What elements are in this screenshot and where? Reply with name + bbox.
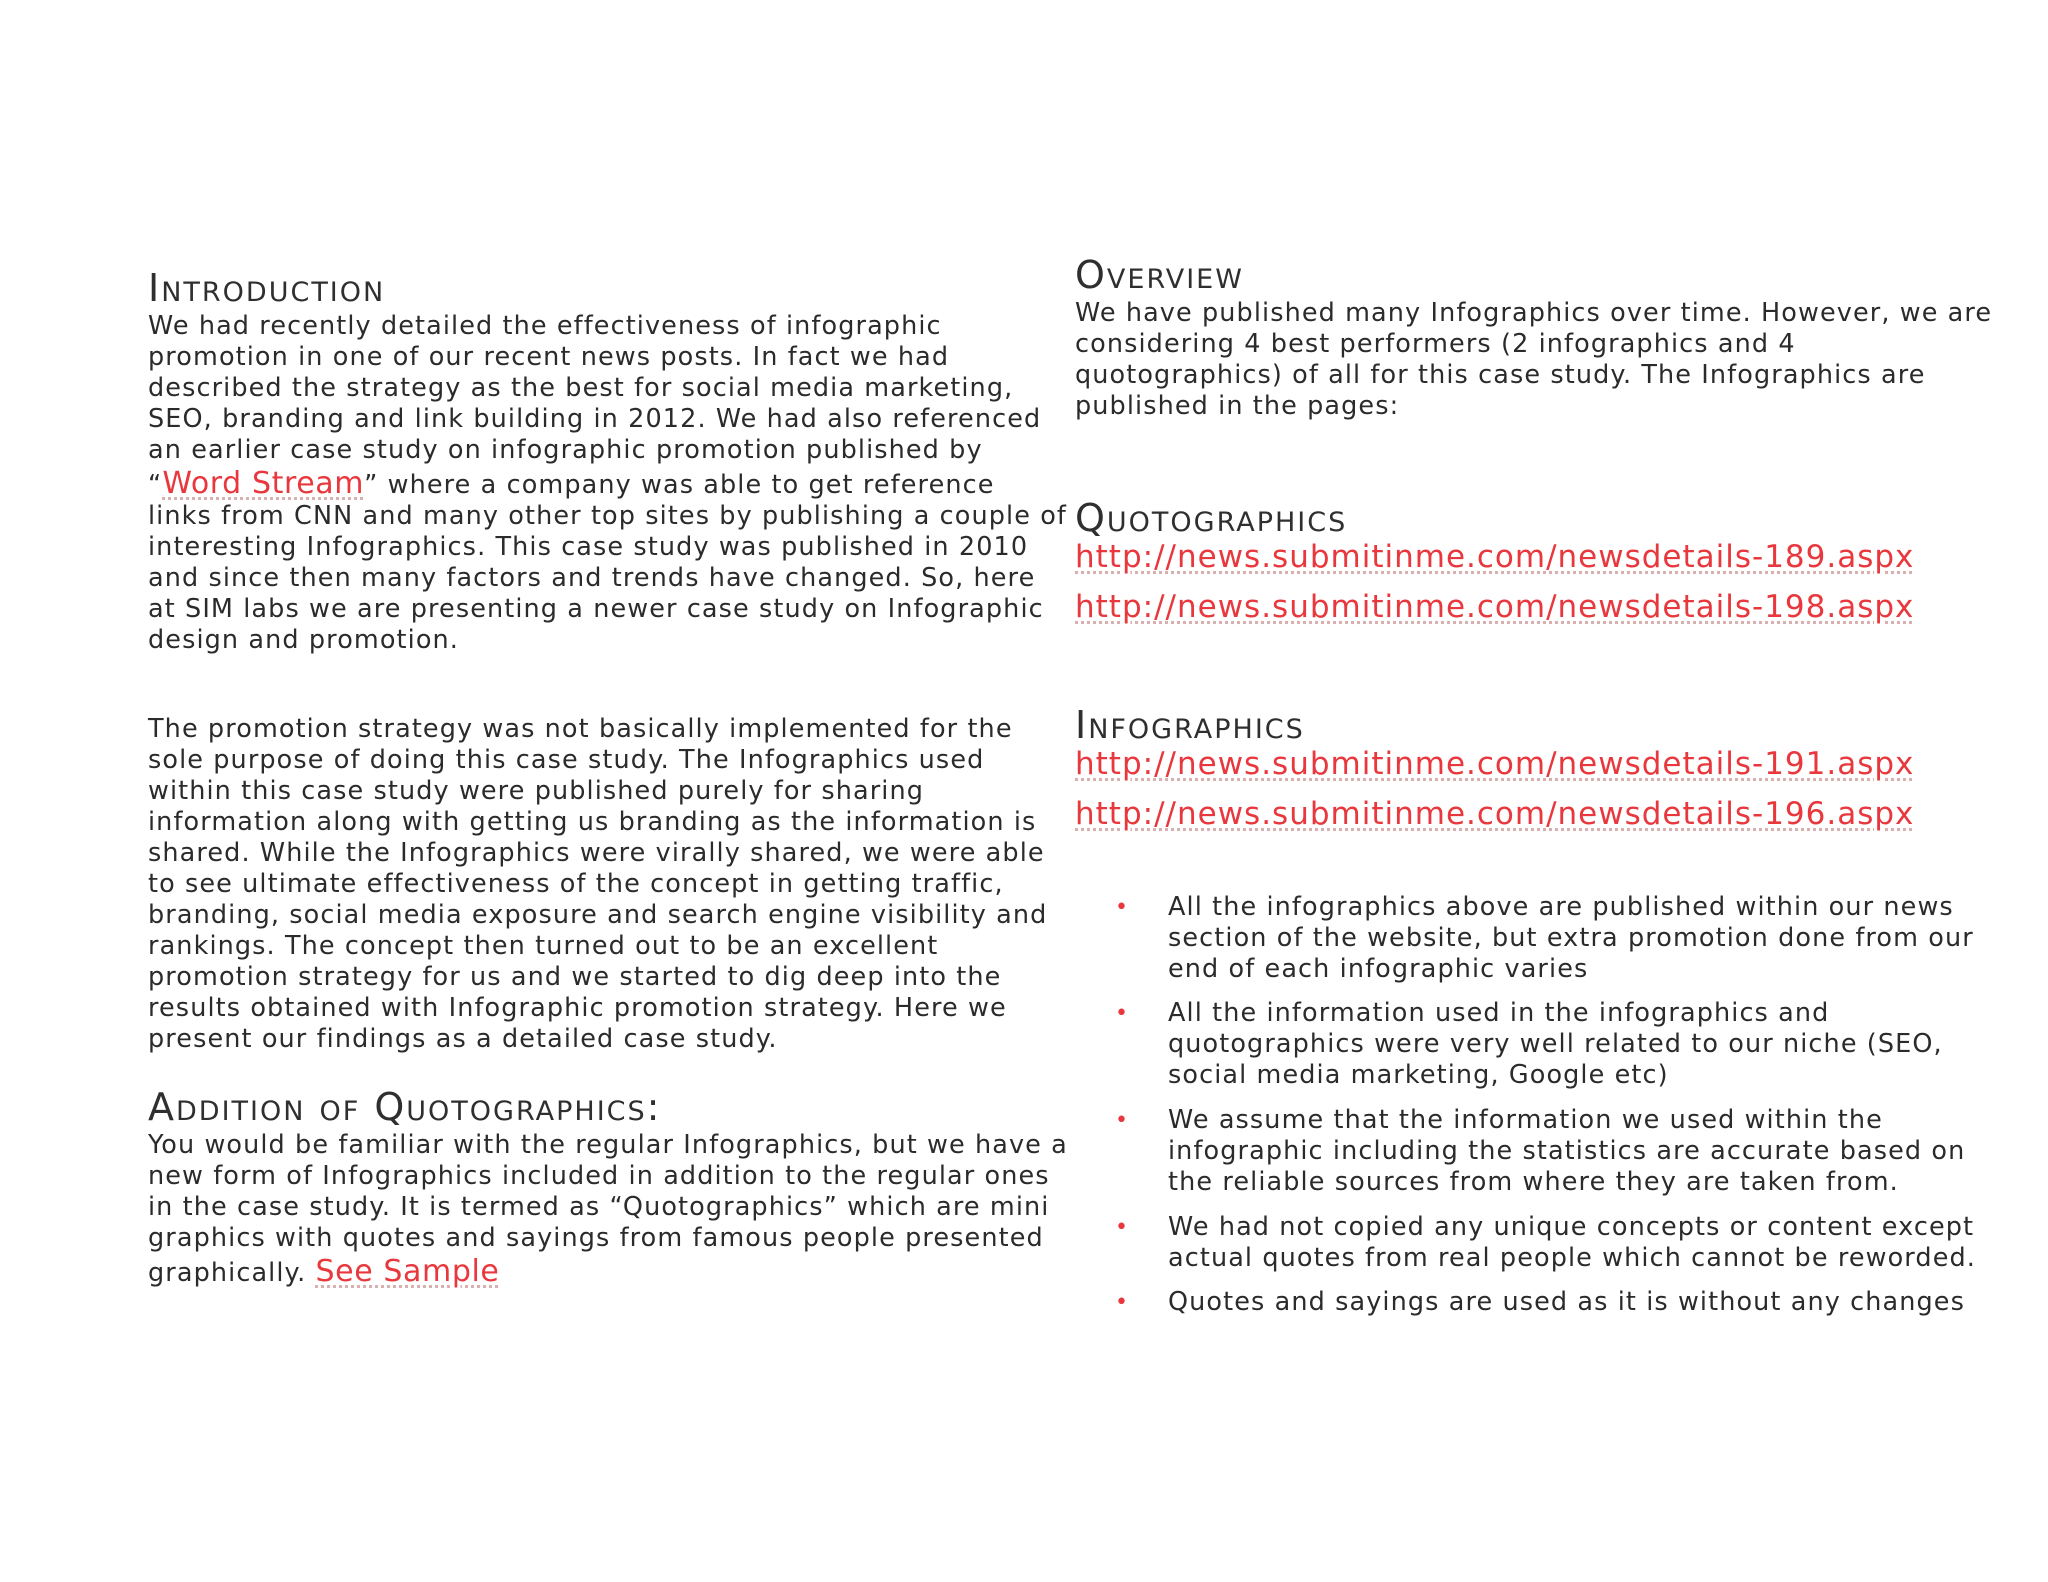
quote-open: “: [148, 470, 163, 500]
bullet-icon: •: [1115, 1108, 1130, 1133]
paragraph-line: sole purpose of doing this case study. The Infographics used: [148, 745, 985, 775]
paragraph-line: We have published many Infographics over time. However, we are: [1075, 298, 1993, 328]
bullet-icon: •: [1115, 1215, 1130, 1240]
paragraph-line: promotion strategy for us and we started to dig deep into the: [148, 962, 1002, 992]
bullet-line: infographic including the statistics are accurate based on: [1168, 1136, 1966, 1166]
paragraph-line: [148, 1254, 1068, 1290]
bullet-text: [1168, 998, 1943, 1091]
paragraph-line: within this case study were published purely for sharing: [148, 776, 925, 806]
paragraph-line: information along with getting us branding as the information is: [148, 807, 1037, 837]
paragraph-line: described the strategy as the best for social media marketing,: [148, 373, 1014, 403]
paragraph-line: graphics with quotes and sayings from famous people presented: [148, 1223, 1044, 1253]
addition-paragraph: [148, 1130, 1068, 1290]
infographics-link-1[interactable]: http://news.submitinme.com/newsdetails-191.aspx: [1075, 746, 1915, 782]
paragraph-line: results obtained with Infographic promotion strategy. Here we: [148, 993, 1007, 1023]
paragraph-line: quotographics) of all for this case study. The Infographics are: [1075, 360, 1926, 390]
paragraph-line: branding, social media exposure and search engine visibility and: [148, 900, 1048, 930]
bullet-line: All the infographics above are published within our news: [1168, 892, 1954, 922]
paragraph-line: You would be familiar with the regular Infographics, but we have a: [148, 1130, 1068, 1160]
bullet-text: [1168, 1105, 1965, 1198]
bullet-line: We assume that the information we used within the: [1168, 1105, 1883, 1135]
introduction-paragraph: [148, 311, 1067, 656]
link-line-rest: ” where a company was able to get reference: [364, 470, 995, 500]
bullet-line: the reliable sources from where they are taken from.: [1168, 1167, 1899, 1197]
paragraph-line: shared. While the Infographics were virally shared, we were able: [148, 838, 1045, 868]
overview-heading: Overview: [1075, 253, 1244, 297]
bullet-icon: •: [1115, 1290, 1130, 1315]
bullet-line: We had not copied any unique concepts or content except: [1168, 1212, 1975, 1242]
paragraph-line: present our findings as a detailed case study.: [148, 1024, 778, 1054]
word-stream-link[interactable]: Word Stream: [162, 466, 365, 501]
paragraph-line: interesting Infographics. This case study was published in 2010: [148, 532, 1029, 562]
paragraph-line: links from CNN and many other top sites by publishing a couple of: [148, 501, 1068, 531]
paragraph-line: The promotion strategy was not basically implemented for the: [148, 714, 1013, 744]
paragraph-line: an earlier case study on infographic promotion published by: [148, 435, 983, 465]
paragraph-line: SEO, branding and link building in 2012. We had also referenced: [148, 404, 1042, 434]
paragraph-line: at SIM labs we are presenting a newer case study on Infographic: [148, 594, 1044, 624]
bullet-line: All the information used in the infographics and: [1168, 998, 1830, 1028]
paragraph-line: [148, 466, 1067, 501]
bullet-line: actual quotes from real people which cannot be reworded.: [1168, 1243, 1976, 1273]
paragraph-line: design and promotion.: [148, 625, 459, 655]
bullet-line: Quotes and sayings are used as it is without any changes: [1168, 1287, 1965, 1317]
introduction-heading: Introduction: [148, 266, 386, 310]
overview-paragraph: [1075, 298, 1992, 422]
paragraph-line: and since then many factors and trends have changed. So, here: [148, 563, 1036, 593]
quotographics-link-1[interactable]: http://news.submitinme.com/newsdetails-189.aspx: [1075, 539, 1915, 575]
bullet-line: end of each infographic varies: [1168, 954, 1589, 984]
bullet-icon: •: [1115, 895, 1130, 920]
paragraph-line: promotion in one of our recent news posts. In fact we had: [148, 342, 950, 372]
bullet-text: [1168, 1287, 1965, 1318]
promotion-paragraph: [148, 714, 1047, 1055]
paragraph-line: We had recently detailed the effectiveness of infographic: [148, 311, 942, 341]
paragraph-line: in the case study. It is termed as “Quotographics” which are mini: [148, 1192, 1050, 1222]
addition-heading: Addition of Quotographics:: [148, 1085, 662, 1129]
bullet-text: [1168, 892, 1974, 985]
see-sample-link[interactable]: See Sample: [315, 1254, 500, 1289]
infographics-heading: Infographics: [1075, 703, 1305, 747]
bullet-line: section of the website, but extra promotion done from our: [1168, 923, 1974, 953]
paragraph-line: published in the pages:: [1075, 391, 1400, 421]
bullet-line: quotographics were very well related to our niche (SEO,: [1168, 1029, 1943, 1059]
quotographics-heading: Quotographics: [1075, 496, 1348, 540]
paragraph-line: considering 4 best performers (2 infographics and 4: [1075, 329, 1796, 359]
paragraph-line: rankings. The concept then turned out to be an excellent: [148, 931, 939, 961]
last-line-text: graphically.: [148, 1258, 316, 1288]
bullet-text: [1168, 1212, 1976, 1274]
bullet-line: social media marketing, Google etc): [1168, 1060, 1669, 1090]
paragraph-line: to see ultimate effectiveness of the concept in getting traffic,: [148, 869, 1004, 899]
infographics-link-2[interactable]: http://news.submitinme.com/newsdetails-196.aspx: [1075, 796, 1915, 832]
paragraph-line: new form of Infographics included in addition to the regular ones: [148, 1161, 1050, 1191]
quotographics-link-2[interactable]: http://news.submitinme.com/newsdetails-198.aspx: [1075, 589, 1915, 625]
bullet-icon: •: [1115, 1001, 1130, 1026]
